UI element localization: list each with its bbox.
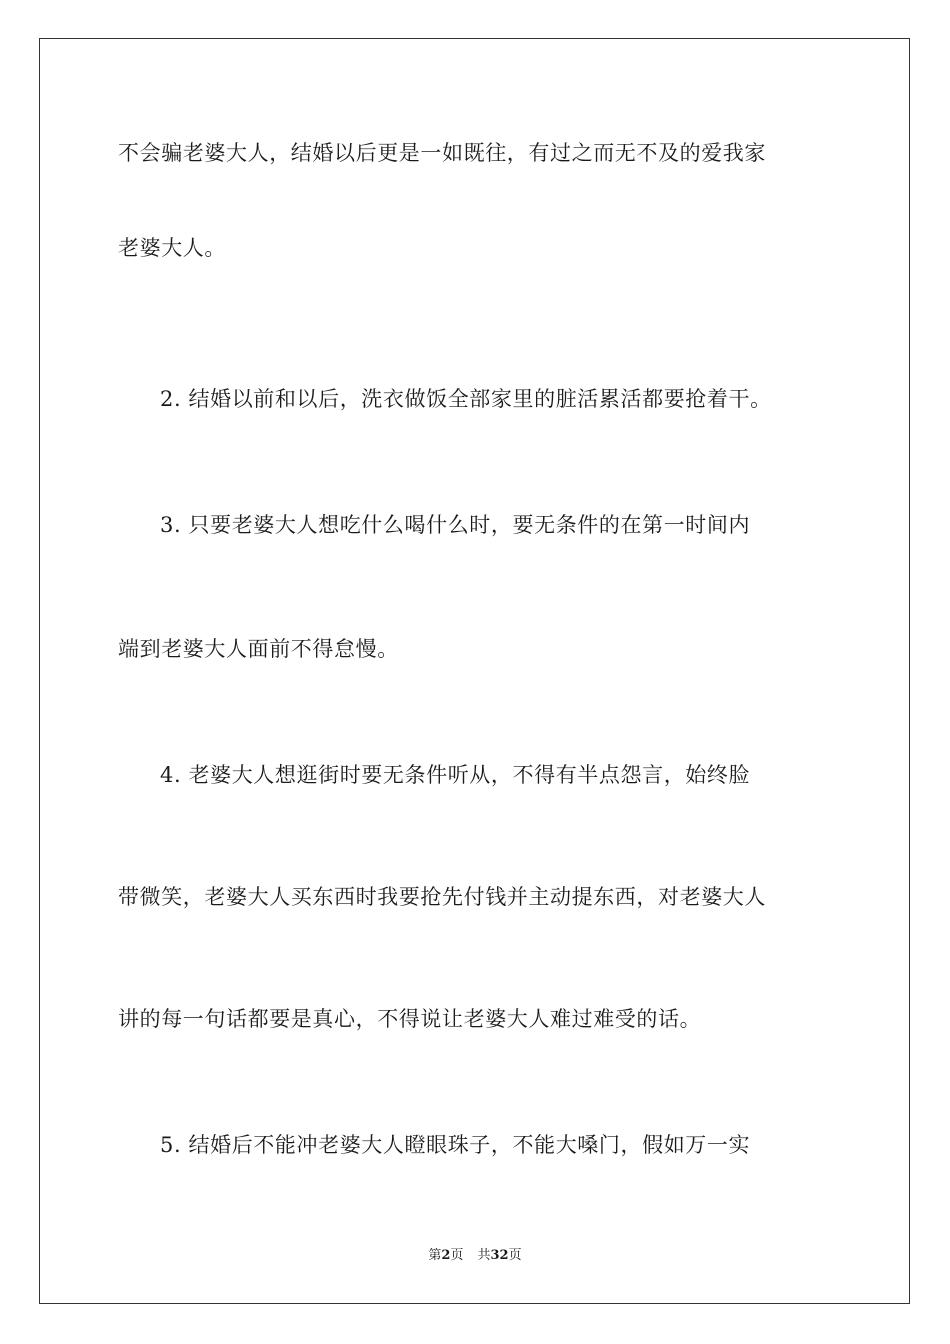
page-suffix: 页	[450, 1248, 464, 1263]
list-item-5: 5. 结婚后不能冲老婆大人瞪眼珠子，不能大嗓门，假如万一实	[160, 1133, 751, 1157]
page-footer	[0, 1247, 950, 1265]
page-border	[39, 38, 910, 1304]
list-item-2: 2. 结婚以前和以后，洗衣做饭全部家里的脏活累活都要抢着干。	[160, 387, 772, 411]
text-line: 带微笑，老婆大人买东西时我要抢先付钱并主动提东西，对老婆大人	[118, 885, 766, 909]
total-prefix: 共	[477, 1248, 491, 1263]
text-line: 讲的每一句话都要是真心，不得说让老婆大人难过难受的话。	[118, 1007, 702, 1031]
list-item-3: 3. 只要老婆大人想吃什么喝什么时，要无条件的在第一时间内	[160, 513, 751, 537]
page-number: 2	[441, 1248, 451, 1263]
page-prefix: 第	[428, 1248, 442, 1263]
total-pages: 32	[490, 1248, 509, 1263]
list-item-4: 4. 老婆大人想逛街时要无条件听从，不得有半点怨言，始终脸	[160, 763, 751, 787]
text-line: 端到老婆大人面前不得怠慢。	[118, 637, 399, 661]
text-line: 老婆大人。	[118, 236, 226, 260]
text-line: 不会骗老婆大人，结婚以后更是一如既往，有过之而无不及的爱我家	[118, 141, 766, 165]
total-suffix: 页	[508, 1248, 522, 1263]
